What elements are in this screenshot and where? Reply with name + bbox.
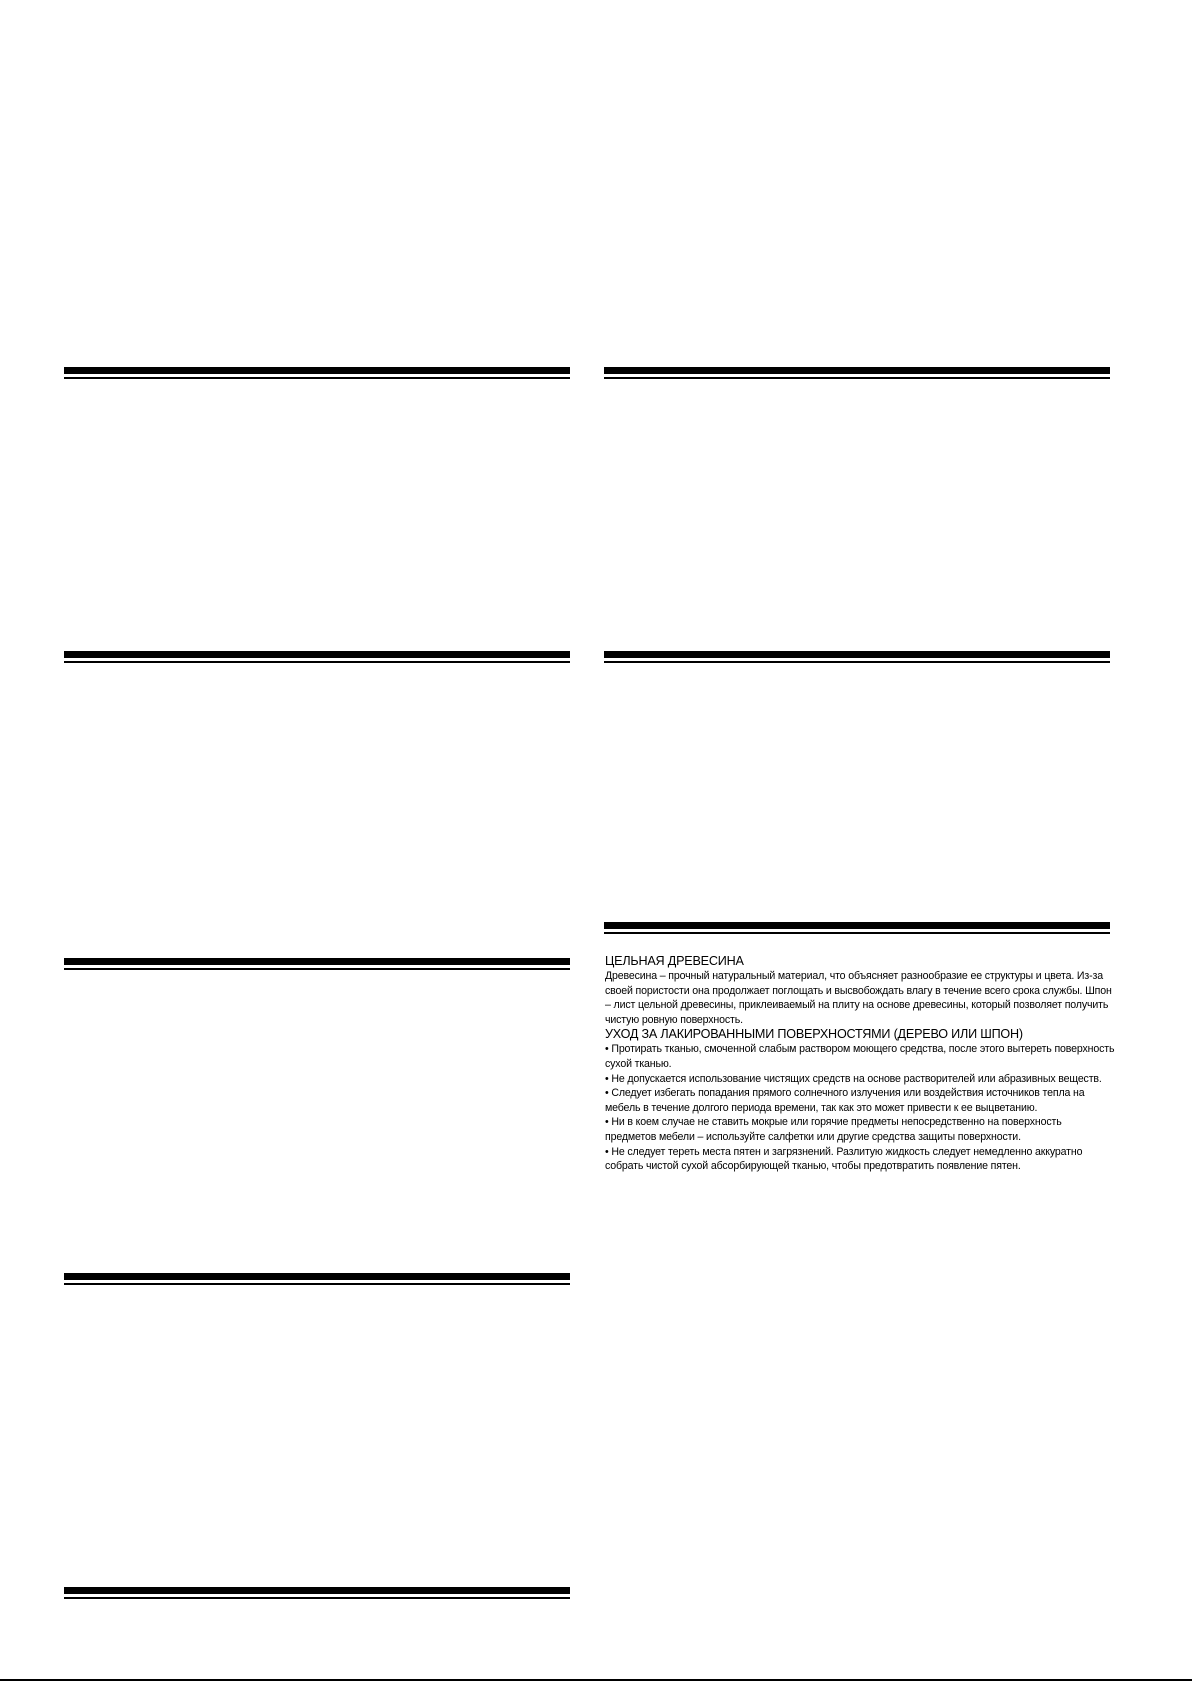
solid-wood-heading: ЦЕЛЬНАЯ ДРЕВЕСИНА [605,954,744,968]
section-divider-left-1 [64,367,570,379]
section-divider-right-3 [604,922,1110,934]
page-bottom-rule [0,1679,1192,1681]
solid-wood-description: Древесина – прочный натуральный материал, что объясняет разнообразие ее структуры и цвета. Из-за своей пористости она продолжает поглощать и высвобождать влагу в течение всего срока службы. Шпон – лист цельной древесины, приклеиваемый на плиту на основе древесины, который позволяет получить чистую ровную поверхность. [605,970,1112,1026]
section-divider-left-5 [64,1587,570,1599]
section-divider-left-3 [64,958,570,970]
care-bullet-4: • Ни в коем случае не ставить мокрые или горячие предметы непосредственно на поверхность предметов мебели – используйте салфетки или другие средства защиты поверхности. [605,1116,1062,1143]
section-divider-right-2 [604,651,1110,663]
care-instructions [605,954,1115,1174]
section-divider-right-1 [604,367,1110,379]
lacquered-care-heading: УХОД ЗА ЛАКИРОВАННЫМИ ПОВЕРХНОСТЯМИ (ДЕРЕВО ИЛИ ШПОН) [605,1027,1023,1042]
care-bullet-5: • Не следует тереть места пятен и загрязнений. Разлитую жидкость следует немедленно аккуратно собрать чистой сухой абсорбирующей тканью, чтобы предотвратить появление пятен. [605,1145,1083,1173]
care-bullet-1: • Протирать тканью, смоченной слабым раствором моющего средства, после этого вытереть поверхность сухой тканью. [605,1043,1115,1070]
care-bullet-3: • Следует избегать попадания прямого солнечного излучения или воздействия источников тепла на мебель в течение долгого периода времени, так как это может привести к ее выцветанию. [605,1087,1085,1114]
section-divider-left-2 [64,651,570,663]
section-divider-left-4 [64,1273,570,1285]
care-bullet-2: • Не допускается использование чистящих средств на основе растворителей или абразивных веществ. [605,1072,1102,1085]
